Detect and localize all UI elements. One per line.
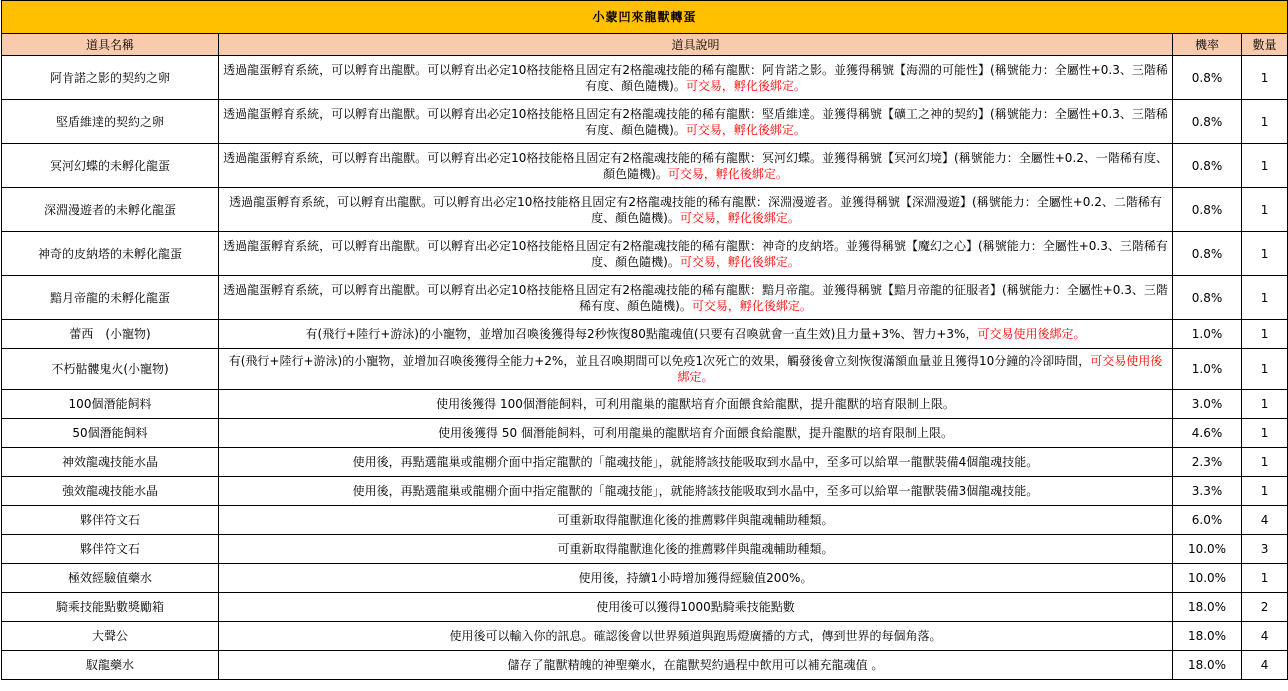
item-rate: 0.8% xyxy=(1173,276,1242,320)
header-row xyxy=(2,34,1288,56)
table-row xyxy=(2,232,1288,276)
item-quantity: 1 xyxy=(1242,144,1288,188)
item-description-text: 有(飛行+陸行+游泳)的小寵物，並增加召喚後獲得全能力+2%，並且召喚期間可以免疫1次死亡的效果，觸發後會立刻恢復滿額血量並且獲得10分鐘的冷卻時間， xyxy=(228,354,1091,368)
item-rate: 0.8% xyxy=(1173,232,1242,276)
item-quantity: 1 xyxy=(1242,349,1288,390)
item-description-text: 透過龍蛋孵育系統，可以孵育出龍獸。可以孵育出必定10格技能格且固定有2格龍魂技能的稀有龍獸：堅盾維達。並獲得稱號【礦工之神的契約】(稱號能力：全屬性+0.3、三階稀有度、顏色隨機)。 xyxy=(223,106,1168,137)
item-name: 堅盾維達的契約之卵 xyxy=(2,100,219,144)
item-description xyxy=(219,276,1173,320)
table-row xyxy=(2,390,1288,419)
item-name: 蕾西 (小寵物) xyxy=(2,320,219,349)
item-name: 騎乘技能點數獎勵箱 xyxy=(2,593,219,622)
item-description-text: 透過龍蛋孵育系統，可以孵育出龍獸。可以孵育出必定10格技能格且固定有2格龍魂技能的稀有龍獸：深淵漫遊者。並獲得稱號【深淵漫遊】(稱號能力：全屬性+0.2、二階稀有度、顏色隨機)。 xyxy=(229,194,1162,225)
table-row xyxy=(2,100,1288,144)
item-description xyxy=(219,188,1173,232)
item-quantity: 1 xyxy=(1242,448,1288,477)
column-header-name: 道具名稱 xyxy=(2,34,219,56)
item-description-text: 可重新取得龍獸進化後的推薦夥伴與龍魂輔助種類。 xyxy=(557,542,834,556)
item-name: 不朽骷髏鬼火(小寵物) xyxy=(2,349,219,390)
item-description xyxy=(219,564,1173,593)
item-description-text: 透過龍蛋孵育系統，可以孵育出龍獸。可以孵育出必定10格技能格且固定有2格龍魂技能的稀有龍獸：黯月帝龍。並獲得稱號【黯月帝龍的征服者】(稱號能力：全屬性+0.3、三階稀有度、顏色隨機)。 xyxy=(223,282,1168,313)
item-quantity: 1 xyxy=(1242,419,1288,448)
item-rate: 1.0% xyxy=(1173,349,1242,390)
item-quantity: 1 xyxy=(1242,56,1288,100)
item-quantity: 3 xyxy=(1242,535,1288,564)
title-row xyxy=(2,1,1288,34)
item-description xyxy=(219,56,1173,100)
item-rate: 10.0% xyxy=(1173,564,1242,593)
item-description-text: 儲存了龍獸精魄的神聖藥水，在龍獸契約過程中飲用可以補充龍魂值 。 xyxy=(507,658,884,672)
item-rate: 6.0% xyxy=(1173,506,1242,535)
item-name: 大聲公 xyxy=(2,622,219,651)
item-rate: 4.6% xyxy=(1173,419,1242,448)
item-description-text: 有(飛行+陸行+游泳)的小寵物，並增加召喚後獲得每2秒恢復80點龍魂值(只要有召喚就會一直生效)且力量+3%、智力+3%， xyxy=(305,327,978,341)
item-trade-note: 可交易，孵化後綁定。 xyxy=(679,210,800,225)
table-row xyxy=(2,349,1288,390)
column-header-rate: 機率 xyxy=(1173,34,1242,56)
item-description-text: 透過龍蛋孵育系統，可以孵育出龍獸。可以孵育出必定10格技能格且固定有2格龍魂技能的稀有龍獸：阿肯諾之影。並獲得稱號【海淵的可能性】(稱號能力：全屬性+0.3、三階稀有度、顏色隨機)。 xyxy=(223,62,1168,93)
item-rate: 18.0% xyxy=(1173,593,1242,622)
item-rate: 1.0% xyxy=(1173,320,1242,349)
item-rate: 0.8% xyxy=(1173,100,1242,144)
item-description xyxy=(219,651,1173,680)
item-quantity: 1 xyxy=(1242,232,1288,276)
item-rate: 18.0% xyxy=(1173,651,1242,680)
table-row xyxy=(2,448,1288,477)
table-row xyxy=(2,477,1288,506)
item-description xyxy=(219,622,1173,651)
item-rate: 10.0% xyxy=(1173,535,1242,564)
item-quantity: 2 xyxy=(1242,593,1288,622)
table-row xyxy=(2,593,1288,622)
item-trade-note: 可交易使用後綁定。 xyxy=(677,354,1163,384)
item-trade-note: 可交易，孵化後綁定。 xyxy=(679,254,800,269)
item-description-text: 可重新取得龍獸進化後的推薦夥伴與龍魂輔助種類。 xyxy=(557,513,834,527)
item-trade-note: 可交易，孵化後綁定。 xyxy=(691,298,812,313)
column-header-desc: 道具說明 xyxy=(219,34,1173,56)
item-description xyxy=(219,100,1173,144)
item-quantity: 4 xyxy=(1242,622,1288,651)
item-name: 阿肯諾之影的契約之卵 xyxy=(2,56,219,100)
table-row xyxy=(2,188,1288,232)
table-row xyxy=(2,535,1288,564)
item-rate: 18.0% xyxy=(1173,622,1242,651)
item-rate: 3.3% xyxy=(1173,477,1242,506)
item-description xyxy=(219,535,1173,564)
item-name: 神效龍魂技能水晶 xyxy=(2,448,219,477)
item-description xyxy=(219,448,1173,477)
item-rate: 0.8% xyxy=(1173,144,1242,188)
item-name: 夥伴符文石 xyxy=(2,506,219,535)
item-description xyxy=(219,320,1173,349)
item-description-text: 使用後，再點選龍巢或龍棚介面中指定龍獸的「龍魂技能」，就能將該技能吸取到水晶中，至多可以給單一龍獸裝備3個龍魂技能。 xyxy=(352,484,1039,498)
gacha-table xyxy=(1,0,1288,680)
table-row xyxy=(2,144,1288,188)
item-description-text: 使用後，再點選龍巢或龍棚介面中指定龍獸的「龍魂技能」，就能將該技能吸取到水晶中，至多可以給單一龍獸裝備4個龍魂技能。 xyxy=(352,455,1039,469)
item-description-text: 使用後可以獲得1000點騎乘技能點數 xyxy=(596,600,795,614)
item-trade-note: 可交易使用後綁定。 xyxy=(977,327,1086,341)
table-row xyxy=(2,56,1288,100)
item-quantity: 1 xyxy=(1242,320,1288,349)
item-quantity: 1 xyxy=(1242,276,1288,320)
item-name: 神奇的皮納塔的未孵化龍蛋 xyxy=(2,232,219,276)
item-description-text: 使用後獲得 50 個潛能飼料，可利用龍巢的龍獸培育介面餵食給龍獸，提升龍獸的培育限制上限。 xyxy=(438,426,953,440)
item-rate: 0.8% xyxy=(1173,56,1242,100)
item-rate: 2.3% xyxy=(1173,448,1242,477)
item-quantity: 1 xyxy=(1242,188,1288,232)
item-description xyxy=(219,232,1173,276)
item-description xyxy=(219,477,1173,506)
table-row xyxy=(2,622,1288,651)
item-description xyxy=(219,593,1173,622)
item-name: 黯月帝龍的未孵化龍蛋 xyxy=(2,276,219,320)
item-name: 夥伴符文石 xyxy=(2,535,219,564)
item-name: 強效龍魂技能水晶 xyxy=(2,477,219,506)
item-name: 冥河幻蝶的未孵化龍蛋 xyxy=(2,144,219,188)
item-description-text: 使用後可以輸入你的訊息。確認後會以世界頻道與跑馬燈廣播的方式，傳到世界的每個角落。 xyxy=(449,629,942,643)
table-row xyxy=(2,419,1288,448)
item-description xyxy=(219,506,1173,535)
item-name: 深淵漫遊者的未孵化龍蛋 xyxy=(2,188,219,232)
item-description-text: 使用後，持續1小時增加獲得經驗值200%。 xyxy=(578,571,813,585)
item-quantity: 1 xyxy=(1242,477,1288,506)
item-description xyxy=(219,144,1173,188)
item-name: 100個潛能飼料 xyxy=(2,390,219,419)
item-rate: 3.0% xyxy=(1173,390,1242,419)
item-trade-note: 可交易，孵化後綁定。 xyxy=(685,78,806,93)
item-description xyxy=(219,419,1173,448)
item-quantity: 4 xyxy=(1242,506,1288,535)
item-name: 極效經驗值藥水 xyxy=(2,564,219,593)
item-description xyxy=(219,349,1173,390)
item-description-text: 透過龍蛋孵育系統，可以孵育出龍獸。可以孵育出必定10格技能格且固定有2格龍魂技能的稀有龍獸：神奇的皮納塔。並獲得稱號【魔幻之心】(稱號能力：全屬性+0.3、三階稀有度、顏色隨機)。 xyxy=(223,238,1168,269)
item-description xyxy=(219,390,1173,419)
item-description-text: 使用後獲得 100個潛能飼料，可利用龍巢的龍獸培育介面餵食給龍獸，提升龍獸的培育限制上限。 xyxy=(436,397,955,411)
item-trade-note: 可交易，孵化後綁定。 xyxy=(667,166,788,181)
item-rate: 0.8% xyxy=(1173,188,1242,232)
table-row xyxy=(2,320,1288,349)
column-header-qty: 數量 xyxy=(1242,34,1288,56)
page-title: 小蒙凹來龍獸轉蛋 xyxy=(2,1,1288,34)
item-quantity: 1 xyxy=(1242,390,1288,419)
item-quantity: 4 xyxy=(1242,651,1288,680)
item-quantity: 1 xyxy=(1242,564,1288,593)
item-quantity: 1 xyxy=(1242,100,1288,144)
item-description-text: 透過龍蛋孵育系統，可以孵育出龍獸。可以孵育出必定10格技能格且固定有2格龍魂技能的稀有龍獸：冥河幻蝶。並獲得稱號【冥河幻境】(稱號能力：全屬性+0.2、一階稀有度、顏色隨機)。 xyxy=(223,150,1168,181)
item-trade-note: 可交易，孵化後綁定。 xyxy=(685,122,806,137)
item-name: 馭龍藥水 xyxy=(2,651,219,680)
item-name: 50個潛能飼料 xyxy=(2,419,219,448)
table-row xyxy=(2,276,1288,320)
table-row xyxy=(2,651,1288,680)
table-row xyxy=(2,506,1288,535)
table-row xyxy=(2,564,1288,593)
